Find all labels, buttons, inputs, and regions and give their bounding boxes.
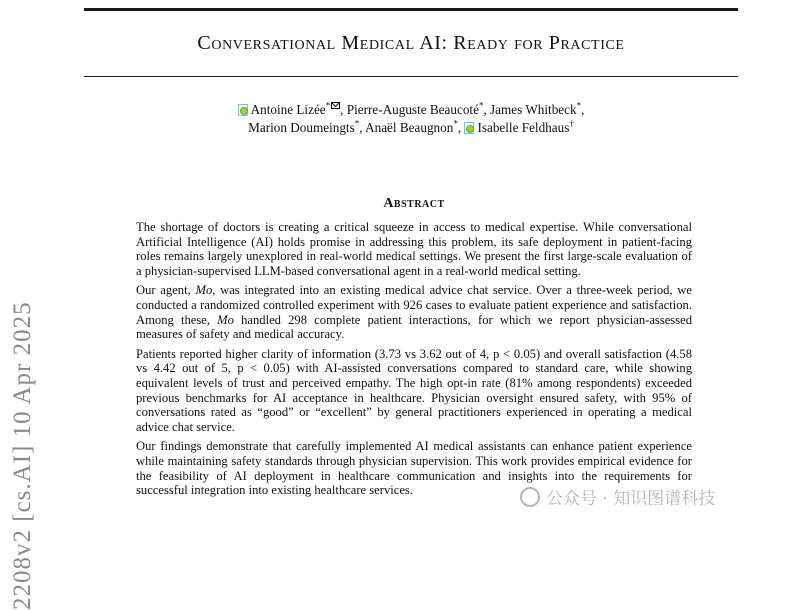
author-separator: , <box>457 120 462 135</box>
orcid-icon[interactable] <box>238 104 248 116</box>
watermark <box>520 484 715 509</box>
abstract-paragraph-4: Our findings demonstrate that carefully implemented AI medical assistants can enhance patient experience while maintaining safety standards through physician supervision. This work provides empirical evidence for the feasibility of AI deployment in healthcare communication and insights into the requirements for successful integration into existing healthcare services. <box>136 439 692 498</box>
envelope-icon <box>331 102 340 109</box>
author-name: Antoine Lizée <box>250 102 326 117</box>
watermark-logo-icon <box>520 487 540 507</box>
author-name: Marion Doumeingts <box>248 120 355 135</box>
abstract-heading: Abstract <box>383 196 445 211</box>
equal-contribution-mark: * <box>354 118 360 129</box>
author-line-2 <box>100 119 722 137</box>
agent-name: Mo <box>195 283 213 298</box>
watermark-text: 公众号 · 知识图谱科技 <box>546 489 716 509</box>
author-list <box>100 101 722 137</box>
agent-name: Mo <box>217 312 234 327</box>
author-line-1 <box>100 101 722 119</box>
abstract-text: Our agent, <box>136 283 196 298</box>
abstract-paragraph-3: Patients reported higher clarity of information (3.73 vs 3.62 out of 4, p < 0.05) and overall satisfaction (4.58 vs 4.42 out of 5, p < 0.05) with AI-assisted conversations compared to standard care, while showing equivalent levels of trust and perceived empathy. The high opt-in rate (81% among respondents) exceeded previous benchmarks for AI acceptance in healthcare. Physician oversight ensured safety, with 95% of conversations rated as “good” or “excellent” by general practitioners experienced in operating a medical advice chat service. <box>136 346 692 434</box>
equal-contribution-mark: * <box>576 100 582 111</box>
arxiv-identifier-margin: 2208v2 [cs.AI] 10 Apr 2025 <box>9 301 36 610</box>
equal-contribution-mark: * <box>478 100 484 111</box>
author-name: Isabelle Feldhaus <box>477 120 570 135</box>
corresponding-author-mark: † <box>569 118 574 129</box>
abstract-text: handled 298 complete patient interactions, for which we report physician-assessed measures of safety and medical accuracy. <box>136 312 692 342</box>
abstract-text: , was integrated into an existing medical advice chat service. Over a three-week period, we conducted a randomized controlled experiment with 926 cases to evaluate patient experience and satisfaction. Among these, <box>136 283 692 327</box>
equal-contribution-mark: * <box>453 118 458 129</box>
title-top-rule <box>84 8 738 11</box>
title-bottom-rule <box>84 76 738 77</box>
abstract-paragraph-1: The shortage of doctors is creating a critical squeeze in access to medical expertise. While conversational Artificial Intelligence (AI) holds promise in addressing this problem, its safe deployment in patient-facing roles remains largely unexplored in real-world medical settings. We present the first large-scale evaluation of a physician-supervised LLM-based conversational agent in a real-world medical setting. <box>136 220 692 278</box>
orcid-icon[interactable] <box>464 122 474 134</box>
author-separator: , <box>581 102 585 117</box>
author-name: , Anaël Beaugnon <box>359 120 454 135</box>
paper-title: Conversational Medical AI: Ready for Practice <box>197 32 625 54</box>
equal-contribution-mark: * <box>325 100 331 111</box>
author-name: , Pierre-Auguste Beaucoté <box>340 102 479 117</box>
author-name: , James Whitbeck <box>483 102 577 117</box>
abstract-paragraph-2 <box>136 283 692 341</box>
abstract-body <box>136 220 692 503</box>
